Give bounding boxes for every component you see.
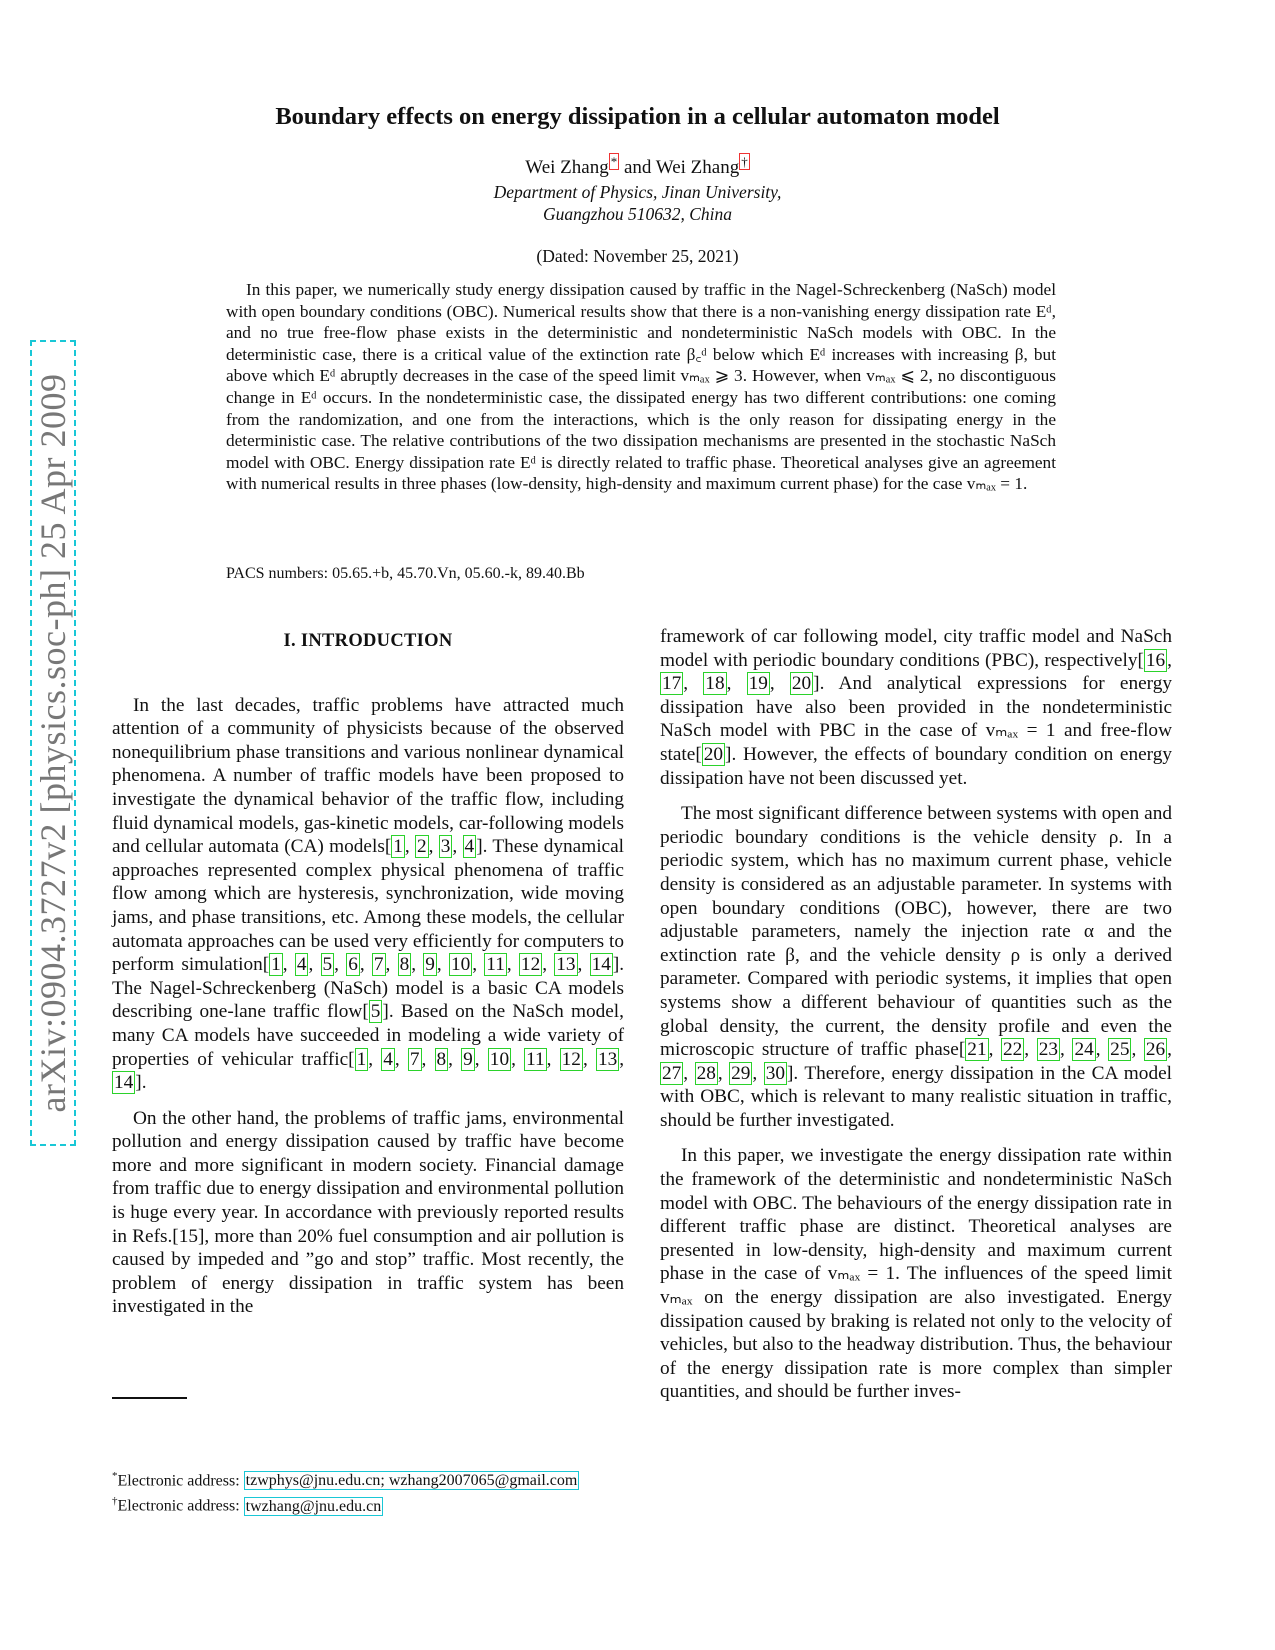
citation-link[interactable]: 13: [597, 1048, 618, 1070]
footnote-1-mark: *: [112, 1470, 118, 1482]
intro-paragraph-4: The most significant difference between systems with open and periodic boundary conditions is the vehicle density ρ. In a periodic system, which has no maximum current phase, vehicle density is considered as an adjustable parameter. In systems with open boundary conditions (OBC), however, there are two adjustable parameters, namely the injection rate α and the extinction rate β, and the vehicle density ρ is only a derived parameter. Compared with periodic systems, it implies that open systems show a different behaviour of quantities such as the global density, the current, the density profile and even the microscopic structure of traffic phase[ 21 , 22 , 23 , 24 , 25 , 26 , 27 , 28 , 29 , 30 ]. Therefore, energy dissipation in the CA model with OBC, which is relevant to many realistic situation in traffic, should be further investigated.: [660, 803, 1173, 1131]
arxiv-stamp[interactable]: [30, 340, 76, 1146]
text-run: The most significant difference between systems with open and periodic boundary conditions is the vehicle density ρ. In a periodic system, which has no maximum current phase, vehicle density is considered as an adjustable parameter. In systems with open boundary conditions (OBC), however, there are two adjustable parameters, namely the injection rate α and the extinction rate β, and the vehicle density ρ is only a derived parameter. Compared with periodic systems, it implies that open systems show a different behaviour of quantities such as the global density, the current, the density profile and even the microscopic structure of traffic phase: [660, 803, 1172, 1061]
citation-link[interactable]: 4: [383, 1048, 393, 1070]
author-2-footnote-link[interactable]: †: [741, 153, 748, 169]
email-link-2[interactable]: twzhang@jnu.edu.cn: [245, 1497, 382, 1515]
citation-link[interactable]: 9: [463, 1048, 473, 1070]
footnote-rule: [112, 1397, 187, 1399]
citation-link[interactable]: 13: [556, 954, 576, 976]
citation-link[interactable]: 2: [417, 836, 427, 858]
citation-link[interactable]: 4: [464, 836, 475, 858]
citation-link[interactable]: 22: [1003, 1039, 1023, 1061]
citation-link[interactable]: 6: [348, 954, 358, 976]
footnote-1-label: Electronic address:: [117, 1472, 244, 1490]
author-line: [0, 153, 1275, 179]
text-run: In the last decades, traffic problems have attracted much attention of a community of physicists because of the observed nonequilibrium phase transitions and various nonlinear dynamical phenomena. A number of traffic models have been proposed to investigate the dynamical behavior of the traffic flow, including fluid dynamical models, gas-kinetic models, car-following models and cellular automata (CA) models: [112, 694, 624, 858]
left-column: [112, 624, 624, 1331]
citation-link[interactable]: 19: [748, 673, 768, 695]
citation-link[interactable]: 14: [591, 954, 611, 976]
citation-link[interactable]: 7: [409, 1048, 420, 1070]
affiliation-line-1: Department of Physics, Jinan University,: [493, 182, 782, 202]
citation-group: [369, 1000, 383, 1023]
citation-link[interactable]: 8: [436, 1048, 447, 1070]
author-1-footnote-link[interactable]: *: [610, 153, 618, 169]
text-run: . Based on the NaSch model, many CA models have succeeded in modeling a wide variety of properties of vehicular traffic: [112, 1001, 624, 1070]
citation-link[interactable]: 29: [731, 1062, 751, 1084]
citation-link[interactable]: 11: [526, 1048, 545, 1070]
affiliation: [0, 181, 1275, 225]
citation-link[interactable]: 14: [114, 1072, 134, 1094]
footnote-1: [112, 1466, 652, 1491]
date-line: (Dated: November 25, 2021): [536, 246, 739, 266]
text-run: .: [141, 1072, 147, 1094]
intro-paragraph-2: On the other hand, the problems of traffic jams, environmental pollution and energy dissipation caused by traffic have become more and more significant in modern society. Financial damage from traffic due to energy dissipation and environmental pollution is huge every year. In accordance with previously reported results in Refs.[15], more than 20% fuel consumption and air pollution is caused by impeded and ”go and stop” traffic. Most recently, the problem of energy dissipation in traffic system has been investigated in the: [112, 1107, 624, 1318]
citation-link[interactable]: 1: [393, 836, 403, 858]
citation-group: 1 , 4 , 5 , 6 , 7 , 8 , 9 , 10 , 11 , 12 , 13 , 14: [271, 954, 611, 976]
text-run: framework of car following model, city traffic model and NaSch model with periodic boundary conditions (PBC), respectively: [660, 626, 1172, 671]
citation-link[interactable]: 26: [1145, 1039, 1166, 1061]
citation-group: 21 , 22 , 23 , 24 , 25 , 26 , 27 , 28 , 29 , 30: [662, 1039, 1172, 1084]
citation-link[interactable]: 21: [967, 1039, 987, 1061]
citation-link[interactable]: 23: [1038, 1039, 1059, 1061]
intro-paragraph-1: In the last decades, traffic problems have attracted much attention of a community of physicists because of the observed nonequilibrium phase transitions and various nonlinear dynamical phenomena. A number of traffic models have been proposed to investigate the dynamical behavior of the traffic flow, including fluid dynamical models, gas-kinetic models, car-following models and cellular automata (CA) models[ 1 , 2 , 3 , 4 ]. These dynamical approaches represented complex physical phenomena of traffic flow among which are hysteresis, synchronization, wide moving jams, and phase transitions, etc. Among these models, the cellular automata approaches can be used very efficiently for computers to perform simulation[ 1 , 4 , 5 , 6 , 7 , 8 , 9 , 10 , 11 , 12 , 13 , 14 ]. The Nagel-Schreckenberg (NaSch) model is a basic CA models describing one-lane traffic flow[ 5 ]. Based on the NaSch model, many CA models have succeeded in modeling a wide variety of properties of vehicular traffic[ 1 , 4 , 7 , 8 , 9 , 10 , 11 , 12 , 13 , 14 ].: [112, 694, 625, 1094]
citation-link[interactable]: 30: [765, 1062, 785, 1084]
citation-link[interactable]: 16: [1145, 649, 1166, 671]
citation-link[interactable]: 5: [370, 1001, 381, 1023]
text-run: . And analytical expressions for energy dissipation have also been provided in the nondeterministic NaSch model with PBC in the case of vₘₐₓ = 1 and free-flow state: [660, 673, 1173, 765]
citation-link[interactable]: 12: [520, 954, 541, 976]
abstract: In this paper, we numerically study energy dissipation caused by traffic in the Nagel-Schreckenberg (NaSch) model with open boundary conditions (OBC). Numerical results show that there is a non-vanishing energy dissipation rate Eᵈ, and no true free-flow phase exists in the deterministic and nondeterministic NaSch models with OBC. In the deterministic case, there is a critical value of the extinction rate β꜀ᵈ below which Eᵈ increases with increasing β, but above which Eᵈ abruptly decreases in the case of the speed limit vₘₐₓ ⩾ 3. However, when vₘₐₓ ⩽ 2, no discontiguous change in Eᵈ occurs. In the nondeterministic case, the dissipated energy has two different contributions: one coming from the randomization, and one from the interactions, which is the only reason for dissipating energy in the deterministic case. The relative contributions of the two dissipation mechanisms are presented in the stochastic NaSch model with OBC. Energy dissipation rate Eᵈ is directly related to traffic phase. Theoretical analyses give an agreement with numerical results in three phases (low-density, high-density and maximum current phase) for the case vₘₐₓ = 1.: [226, 280, 1056, 494]
pacs-numbers: PACS numbers: 05.65.+b, 45.70.Vn, 05.60.-k, 89.40.Bb: [226, 565, 585, 582]
citation-group: 1 , 4 , 7 , 8 , 9 , 10 , 11 , 12 , 13 , 14: [114, 1048, 625, 1094]
footnote-2-mark: †: [112, 1495, 118, 1508]
author-2: Wei Zhang: [655, 157, 740, 178]
citation-link[interactable]: 28: [696, 1062, 716, 1084]
right-column: [660, 625, 1172, 1416]
section-heading-introduction: I. INTRODUCTION: [283, 631, 453, 651]
citation-link[interactable]: 20: [791, 673, 812, 695]
arxiv-stamp-text: arXiv:0904.3727v2 [physics.soc-ph] 25 Apr 2009: [33, 373, 73, 1113]
footnote-2-label: Electronic address:: [117, 1497, 244, 1515]
citation-link[interactable]: 18: [705, 673, 725, 695]
footnotes: [112, 1466, 652, 1517]
citation-link[interactable]: 7: [373, 954, 384, 976]
citation-link[interactable]: 10: [489, 1048, 510, 1070]
citation-link[interactable]: 10: [450, 954, 471, 976]
citation-link[interactable]: 8: [399, 954, 410, 976]
citation-group: [702, 743, 725, 766]
author-conjunction: and: [619, 157, 656, 178]
citation-link[interactable]: 1: [356, 1048, 367, 1070]
text-run: . However, the effects of boundary condition on energy dissipation have not been discussed yet.: [660, 743, 1172, 789]
footnote-2: [112, 1491, 652, 1516]
paper-title: Boundary effects on energy dissipation in a cellular automaton model: [275, 103, 1000, 130]
citation-link[interactable]: 3: [440, 836, 451, 858]
citation-link[interactable]: 20: [703, 743, 724, 765]
citation-link[interactable]: 12: [561, 1048, 581, 1070]
author-1: Wei Zhang: [525, 157, 609, 178]
text-run: . These dynamical approaches represented complex physical phenomena of traffic flow among which are hysteresis, synchronization, wide moving jams, and phase transitions, etc. Among these models, the cellular automata approaches can be used very efficiently for computers to perform simulation: [112, 836, 625, 976]
text-run: . The Nagel-Schreckenberg (NaSch) model is a basic CA models describing one-lane traffic flow: [112, 954, 625, 1023]
citation-link[interactable]: 4: [296, 954, 307, 976]
intro-paragraph-3: framework of car following model, city traffic model and NaSch model with periodic boundary conditions (PBC), respectively[ 16 , 17 , 18 , 19 , 20 ]. And analytical expressions for energy dissipation have also been provided in the nondeterministic NaSch model with PBC in the case of vₘₐₓ = 1 and free-flow state[ 20 ]. However, the effects of boundary condition on energy dissipation have not been discussed yet.: [660, 626, 1173, 789]
citation-link[interactable]: 11: [486, 954, 505, 976]
citation-link[interactable]: 25: [1110, 1039, 1130, 1061]
affiliation-line-2: Guangzhou 510632, China: [542, 204, 733, 224]
citation-link[interactable]: 1: [271, 954, 281, 976]
citation-link[interactable]: 27: [662, 1062, 682, 1084]
intro-paragraph-5: In this paper, we investigate the energy dissipation rate within the framework of the deterministic and nondeterministic NaSch model with OBC. The behaviours of the energy dissipation rate in different traffic phase are distinct. Theoretical analyses are presented in low-density, high-density and maximum current phase in the case of vₘₐₓ = 1. The influences of the speed limit vₘₐₓ on the energy dissipation are also investigated. Energy dissipation caused by braking is related not only to the velocity of vehicles, but also to the headway distribution. Thus, the behaviour of the energy dissipation rate is more complex than simpler quantities, and should be further inves-: [660, 1145, 1172, 1403]
citation-link[interactable]: 9: [425, 954, 435, 976]
citation-link[interactable]: 17: [662, 673, 682, 695]
citation-link[interactable]: 5: [322, 954, 333, 976]
citation-group: 1 , 2 , 3 , 4: [393, 836, 475, 858]
email-link-1[interactable]: tzwphys@jnu.edu.cn; wzhang2007065@gmail.com: [245, 1472, 578, 1490]
citation-link[interactable]: 24: [1074, 1039, 1094, 1061]
citation-group: 16 , 17 , 18 , 19 , 20: [662, 649, 1172, 695]
text-run: . Therefore, energy dissipation in the CA model with OBC, which is relevant to many realistic situation in traffic, should be further investigated.: [660, 1062, 1173, 1131]
